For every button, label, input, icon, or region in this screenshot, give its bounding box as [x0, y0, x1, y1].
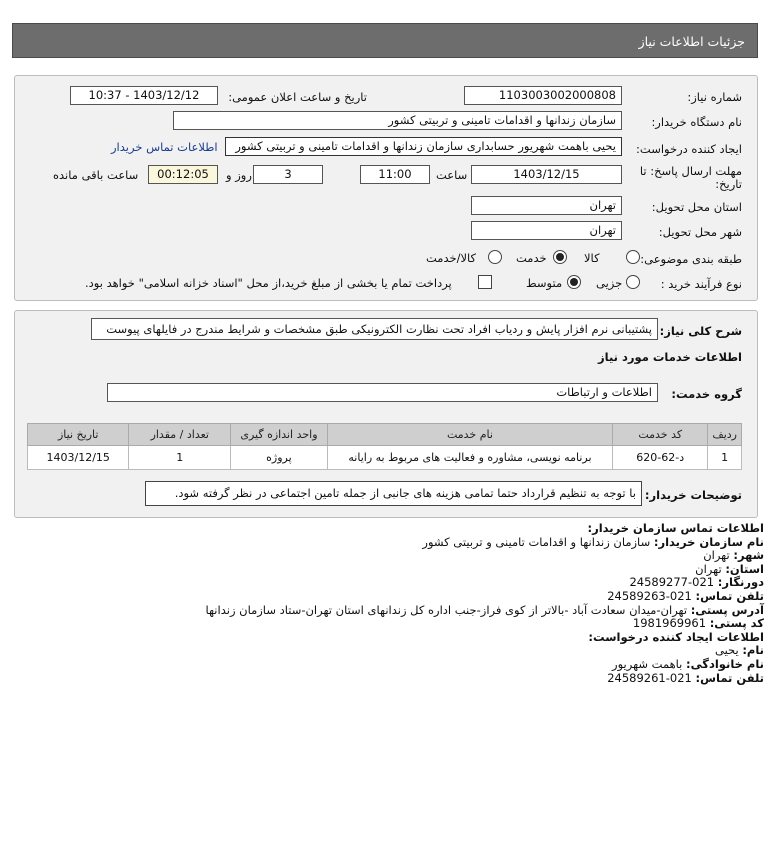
contact-phone-label: تلفن تماس: — [695, 588, 764, 603]
creator-title: اطلاعات ایجاد کننده درخواست: — [588, 629, 764, 644]
city-field[interactable]: تهران — [471, 221, 622, 240]
category-option-service: خدمت — [516, 251, 547, 265]
category-radio-goods[interactable] — [626, 250, 640, 264]
cell-service-name: برنامه نویسی، مشاوره و فعالیت های مربوط به رایانه — [327, 446, 612, 470]
contact-province-label: استان: — [725, 561, 764, 576]
contact-fax: 021-24589277 — [629, 575, 715, 590]
category-radio-service[interactable] — [553, 250, 567, 264]
contact-info — [12, 522, 764, 685]
description-field[interactable]: پشتیبانی نرم افزار پایش و ردیاب افراد تحت نظارت الکترونیکی طبق مشخصات و شرایط مندرج در فایلهای پیوست — [91, 318, 658, 340]
description-label: شرح کلی نیاز: — [659, 324, 742, 338]
treasury-checkbox-label: پرداخت تمام یا بخشی از مبلغ خرید،از محل "اسناد خزانه اسلامی" خواهد بود. — [85, 276, 452, 290]
contact-province: تهران — [695, 561, 722, 576]
deadline-time-label: ساعت — [436, 168, 468, 182]
contact-address-label: آدرس پستی: — [690, 602, 764, 617]
contact-org: سازمان زندانها و اقدامات تامینی و تربیتی کشور — [422, 534, 651, 549]
services-section-title: اطلاعات خدمات مورد نیاز — [598, 350, 742, 364]
deadline-days-field[interactable]: 3 — [253, 165, 323, 184]
need-details-panel — [14, 75, 758, 301]
process-option-minor: جزیی — [596, 276, 623, 290]
cell-quantity: 1 — [129, 446, 231, 470]
province-field[interactable]: تهران — [471, 196, 622, 215]
need-number-label: شماره نیاز: — [687, 90, 742, 104]
col-service-code: کد خدمت — [613, 424, 708, 446]
requester-label: ایجاد کننده درخواست: — [636, 142, 742, 156]
col-row-number: ردیف — [708, 424, 742, 446]
creator-last-name-label: نام خانوادگی: — [686, 656, 764, 671]
deadline-date-field[interactable]: 1403/12/15 — [471, 165, 622, 184]
cell-unit: پروژه — [231, 446, 328, 470]
creator-last-name: باهمت شهریور — [612, 656, 683, 671]
deadline-time-field[interactable]: 11:00 — [360, 165, 430, 184]
contact-city-label: شهر: — [733, 548, 764, 563]
col-unit: واحد اندازه گیری — [231, 424, 328, 446]
buyer-notes-field: با توجه به تنظیم قرارداد حتما تمامی هزینه های جانبی از جمله تامین اجتماعی در نظر گرفته شود. — [145, 481, 642, 506]
announce-datetime-field[interactable]: 1403/12/12 - 10:37 — [70, 86, 218, 105]
services-table-header — [28, 424, 742, 446]
contact-org-label: نام سازمان خریدار: — [653, 534, 764, 549]
contact-postal-label: کد پستی: — [709, 616, 764, 631]
remaining-time-field: 00:12:05 — [148, 165, 218, 184]
buyer-org-field[interactable]: سازمان زندانها و اقدامات تامینی و تربیتی کشور — [173, 111, 622, 130]
process-radio-minor[interactable] — [626, 275, 640, 289]
col-quantity: تعداد / مقدار — [129, 424, 231, 446]
remaining-time-label: ساعت باقی مانده — [53, 168, 139, 182]
creator-first-name-label: نام: — [742, 643, 764, 658]
category-option-goods: کالا — [584, 251, 600, 265]
category-option-goods-service: کالا/خدمت — [426, 251, 477, 265]
city-label: شهر محل تحویل: — [658, 225, 742, 239]
requester-field[interactable]: یحیی باهمت شهریور حسابداری سازمان زندانها و اقدامات تامینی و تربیتی کشور — [225, 137, 622, 156]
contact-postal: 1981969961 — [632, 616, 707, 631]
purchase-process-label: نوع فرآیند خرید : — [660, 277, 742, 291]
contact-address: تهران-میدان سعادت آباد -بالاتر از کوی فراز-جنب اداره کل زندانهای استان تهران-ستاد سازمان زندانها — [205, 602, 688, 617]
service-group-field[interactable]: اطلاعات و ارتباطات — [107, 383, 658, 402]
table-row — [28, 446, 742, 470]
need-number-field[interactable]: 1103003002000808 — [464, 86, 622, 105]
col-service-name: نام خدمت — [327, 424, 612, 446]
deadline-label-line2: تاریخ: — [715, 177, 742, 191]
province-label: استان محل تحویل: — [651, 200, 742, 214]
category-label: طبقه بندی موضوعی: — [640, 252, 742, 266]
treasury-checkbox[interactable] — [478, 275, 492, 289]
services-table — [27, 423, 742, 470]
buyer-org-label: نام دستگاه خریدار: — [651, 115, 742, 129]
col-need-date: تاریخ نیاز — [28, 424, 129, 446]
creator-phone: 021-24589261 — [607, 670, 692, 685]
contact-title: اطلاعات تماس سازمان خریدار: — [587, 521, 764, 535]
cell-need-date: 1403/12/15 — [28, 446, 129, 470]
cell-service-code: د-62-620 — [613, 446, 708, 470]
page-header — [12, 23, 758, 58]
deadline-label-line1: مهلت ارسال پاسخ: تا — [639, 164, 742, 178]
deadline-days-label: روز و — [226, 168, 252, 182]
page-title: جزئیات اطلاعات نیاز — [638, 34, 745, 49]
process-radio-medium[interactable] — [567, 275, 581, 289]
category-radio-goods-service[interactable] — [488, 250, 502, 264]
process-option-medium: متوسط — [526, 276, 563, 290]
contact-fax-label: دورنگار: — [717, 575, 764, 590]
contact-phone: 021-24589263 — [607, 588, 692, 603]
buyer-notes-label: توضیحات خریدار: — [644, 488, 742, 502]
contact-city: تهران — [703, 548, 730, 563]
buyer-contact-link[interactable]: اطلاعات تماس خریدار — [111, 140, 218, 154]
service-group-label: گروه خدمت: — [671, 387, 742, 401]
creator-first-name: یحیی — [714, 643, 739, 658]
cell-row-number: 1 — [708, 446, 742, 470]
announce-datetime-label: تاریخ و ساعت اعلان عمومی: — [228, 90, 367, 104]
creator-phone-label: تلفن تماس: — [695, 670, 764, 685]
